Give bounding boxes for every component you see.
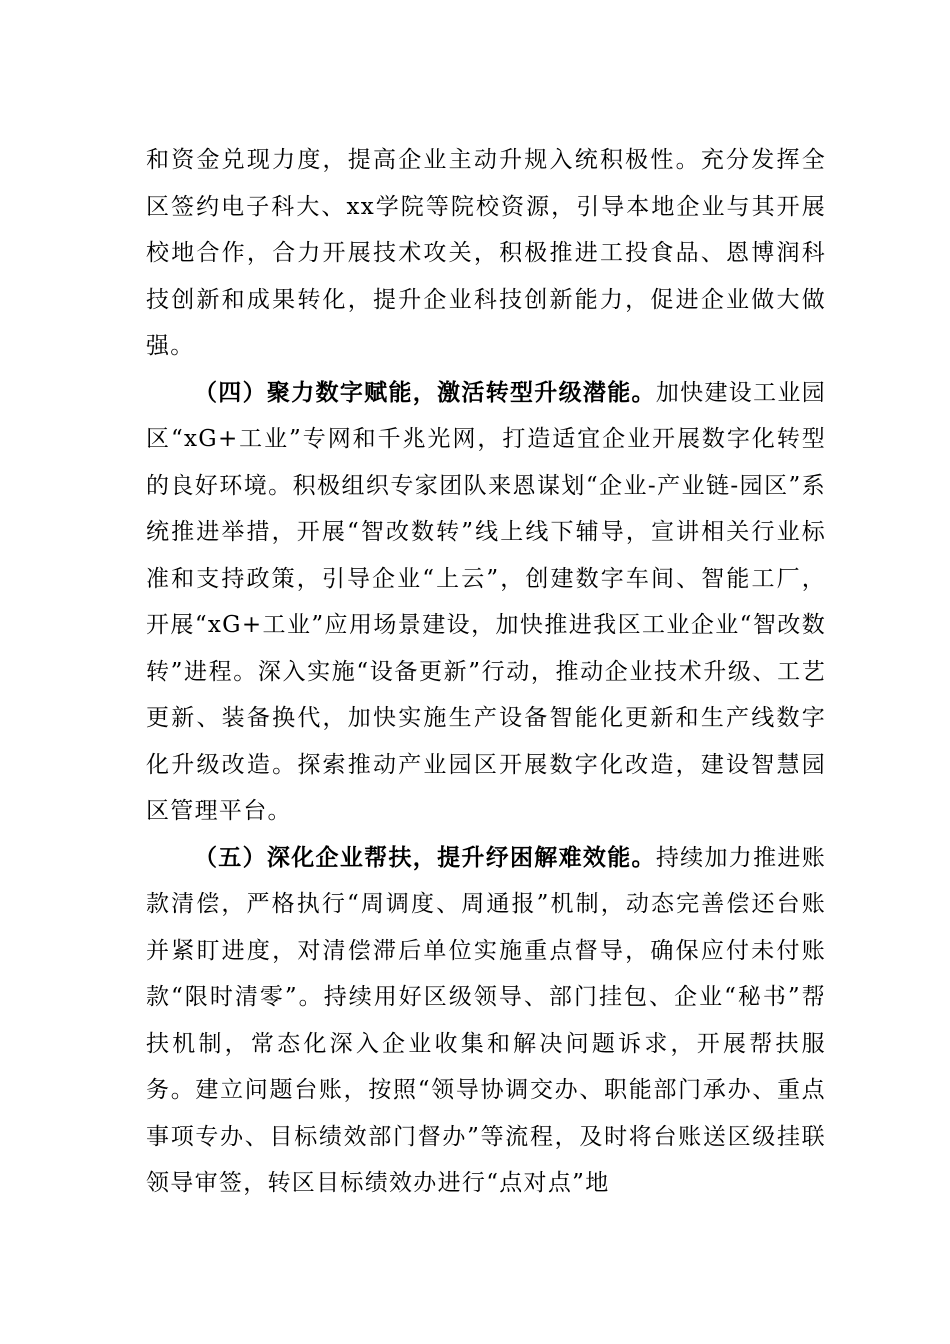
paragraph-text: 加快建设工业园区“xG+工业”专网和千兆光网，打造适宜企业开展数字化转型的良好环境。积极组织专家团队来恩谋划“企业-产业链-园区”系统推进举措，开展“智改数转”线上线下辅导，宣讲相关行业标准和支持政策，引导企业“上云”，创建数字车间、智能工厂，开展“xG+工业”应用场景建设，加快推进我区工业企业“智改数转”进程。深入实施“设备更新”行动，推动企业技术升级、工艺更新、装备换代，加快实施生产设备智能化更新和生产线数字化升级改造。探索推动产业园区开展数字化改造，建设智慧园区管理平台。 — [146, 379, 826, 824]
document-body — [146, 137, 826, 1207]
paragraph-text: 持续加力推进账款清偿，严格执行“周调度、周通报”机制，动态完善偿还台账并紧盯进度，对清偿滞后单位实施重点督导，确保应付未付账款“限时清零”。持续用好区级领导、部门挂包、企业“秘书”帮扶机制，常态化深入企业收集和解决问题诉求，开展帮扶服务。建立问题台账，按照“领导协调交办、职能部门承办、重点事项专办、目标绩效部门督办”等流程，及时将台账送区级挂联领导审签，转区目标绩效办进行“点对点”地 — [146, 844, 826, 1196]
paragraph-continuation — [146, 137, 826, 370]
paragraph-section-four — [146, 370, 826, 835]
section-heading: （四）聚力数字赋能，激活转型升级潜能。 — [194, 378, 656, 406]
paragraph-text: 和资金兑现力度，提高企业主动升规入统积极性。充分发挥全区签约电子科大、xx学院等院校资源，引导本地企业与其开展校地合作，合力开展技术攻关，积极推进工投食品、恩博润科技创新和成果转化，提升企业科技创新能力，促进企业做大做强。 — [146, 147, 826, 359]
paragraph-section-five — [146, 835, 826, 1207]
section-heading: （五）深化企业帮扶，提升纾困解难效能。 — [194, 843, 656, 871]
